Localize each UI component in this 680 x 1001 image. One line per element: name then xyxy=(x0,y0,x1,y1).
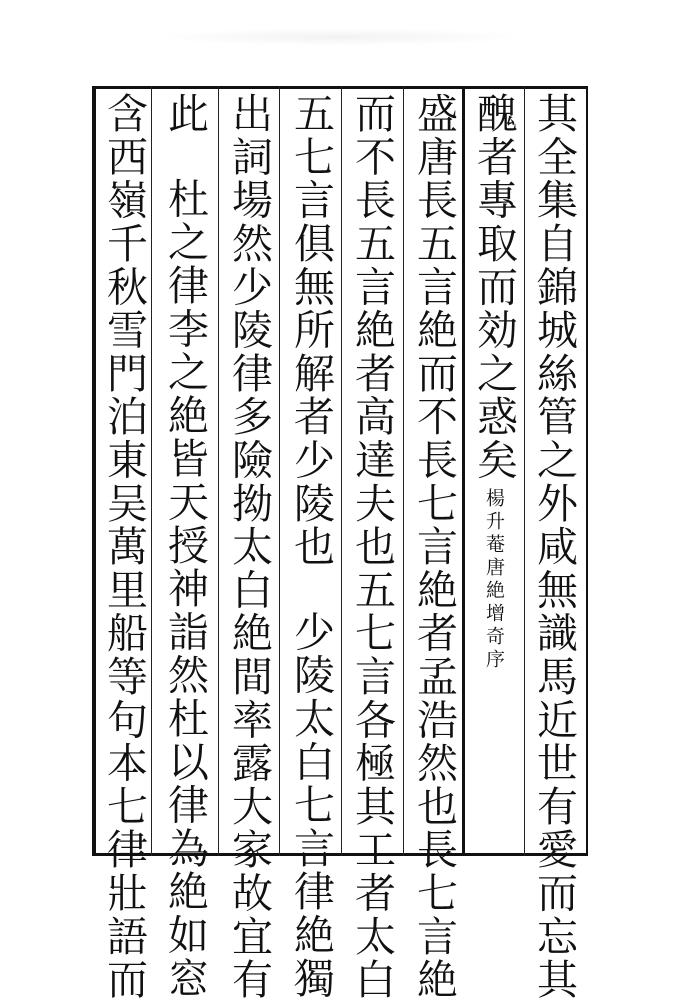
annotation-line-1: 楊升菴唐 xyxy=(483,487,505,580)
text-column-7 xyxy=(161,92,209,1001)
column-rule xyxy=(279,86,280,856)
column-2-annotation xyxy=(483,488,505,672)
column-rule xyxy=(151,86,152,856)
column-rule xyxy=(524,86,525,856)
column-7-part-a: 此 xyxy=(161,92,209,136)
column-5-part-b: 少陵太白七言律絶獨 xyxy=(287,610,335,1001)
text-column-5 xyxy=(287,92,335,1001)
column-rule xyxy=(341,86,342,856)
text-column-6: 出詞場然少陵律多險拗太白絶間率露大家故宜有 xyxy=(225,92,273,1001)
column-5-part-a: 五七言俱無所解者少陵也 xyxy=(287,92,335,569)
text-column-1: 其全集自錦城絲管之外咸無識馬近世有愛而忘其 xyxy=(530,92,578,1001)
column-rule xyxy=(218,86,219,856)
text-column-8: 含西嶺千秋雪門泊東吴萬里船等句本七律壯語而 xyxy=(100,92,148,1001)
column-7-part-b: 杜之律李之絶皆天授神詣然杜以律為絶如窓 xyxy=(161,177,209,1001)
column-2-main: 醜者專取而効之惑矣 xyxy=(470,92,518,482)
paper-stain xyxy=(150,28,530,46)
column-rule xyxy=(462,86,465,856)
text-column-2 xyxy=(470,92,518,847)
text-column-3: 盛唐長五言絶而不長七言絶者孟浩然也長七言絶 xyxy=(410,92,458,1001)
column-rule xyxy=(403,86,404,856)
text-column-4: 而不長五言絶者高達夫也五七言各極其工者太白 xyxy=(348,92,396,1001)
annotation-line-2: 絶增奇序 xyxy=(483,579,505,672)
